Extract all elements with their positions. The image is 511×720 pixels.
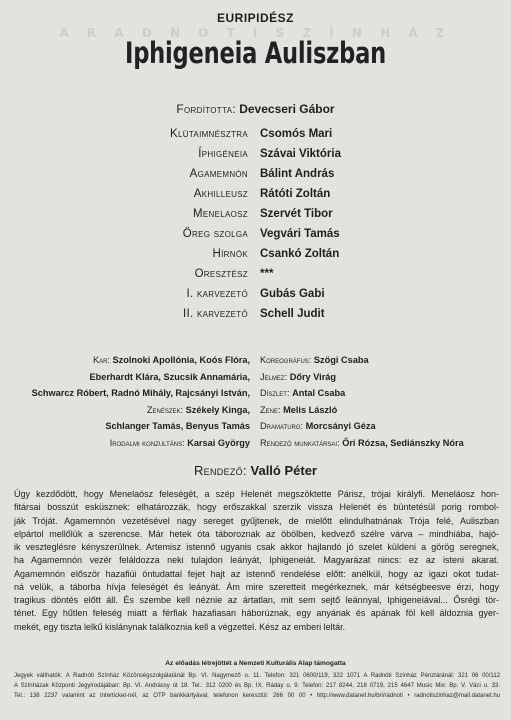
cast-role: Agamemnón <box>189 168 248 180</box>
synopsis-line: ténet. Egy hűtlen feleség miatt a férfiak hazafiasan háborúznak, egy anyának és apának föl kell áldoznia gyer- <box>14 608 499 619</box>
cast-actor: Vegvári Tamás <box>260 228 340 240</box>
synopsis-line: ná velük, a táborba hívja feleségét és leányát. Ám mire szeretteit megérkeznek, már kétségbeesve érzi, hogy <box>14 581 499 592</box>
cast-row <box>0 188 511 208</box>
theatre-band: A R A D N Ó T I S Z Í N H Á Z <box>59 26 452 40</box>
ticket-info-line: Tel.: 138 2237 valamint az Interticket-nél, az OTP bankkártyával, telefonon keresztül: 266 00 00 • http://www.datanet.hu/bri/radnoti • radnotiszinhaz@mail.datanet.hu <box>14 693 500 700</box>
director-label: Rendező: <box>193 463 247 478</box>
cast-row <box>0 308 511 328</box>
cast-actor: Szávai Viktória <box>260 148 341 160</box>
credit-line <box>14 402 250 419</box>
synopsis-line: fitársai bosszút esküsznek: elhatározzák, hogy erőszakkal szerzik vissza Helenét és büntetésül porig rombol- <box>14 502 499 513</box>
translator-name: Devecseri Gábor <box>239 102 335 116</box>
credit-line <box>14 352 250 369</box>
ticket-info-line: Jegyek válthatók: A Radnóti Színház Közönségszolgálatánál Bp. VI. Nagymező u. 11. Telefon: 321 0600/119, 322 1071 A Radnóti Színház Pénztáránál: 321 06 00/112 <box>14 673 500 679</box>
cast-row <box>0 268 511 288</box>
cast-row <box>0 208 511 228</box>
cast-row <box>0 288 511 308</box>
credit-label: Dramaturg: <box>260 421 304 431</box>
cast-role: Menelaosz <box>193 208 248 220</box>
synopsis-line: elpártol mellőlük a szerencse. Már hetek óta táboroznak az öbölben, kedvező szélre várva – mindhiába, hajó- <box>14 528 499 539</box>
credit-line <box>260 418 505 435</box>
credit-label: Jelmez: <box>260 371 288 382</box>
credit-line <box>260 402 505 419</box>
translator-line <box>0 102 511 116</box>
synopsis-line: tragikus döntés előtt áll. És szembe kell néznie az ártatlan, mit sem sejtő leánnyal, Iphigeneiával... Ősrégi tör- <box>14 595 499 605</box>
cast-row <box>0 228 511 248</box>
support-note: Az előadás létrejöttét a Nemzeti Kulturális Alap támogatta <box>165 660 346 667</box>
credit-line <box>260 369 505 386</box>
credits-right <box>260 352 505 451</box>
cast-role: I. karvezető <box>186 288 248 300</box>
credit-name: Szögi Csaba <box>313 355 369 365</box>
credit-label: Koreográfus: <box>260 355 312 365</box>
synopsis-line: mekét, egy tiszta lelkű kislánynak találkoznia kell a végzettel. Kész az emberi leltár. <box>14 621 346 632</box>
credit-name: Őri Rózsa, Sediánszky Nóra <box>342 437 464 448</box>
director-name: Valló Péter <box>250 463 317 478</box>
cast-role: Íphigéneia <box>198 148 248 160</box>
credit-line <box>260 435 505 452</box>
cast-role: Oresztész <box>194 268 248 280</box>
credit-label: Zenészek: <box>146 404 184 415</box>
cast-actor: Schell Judit <box>260 308 325 320</box>
cast-actor: Bálint András <box>260 168 335 180</box>
author-name: EURIPIDÉSZ <box>216 11 294 25</box>
play-title: Iphigeneia Auliszban <box>125 36 386 70</box>
credit-label: Kar: <box>92 355 110 365</box>
cast-row <box>0 148 511 168</box>
credit-name: Morcsányi Géza <box>305 421 376 431</box>
credit-line <box>260 352 505 369</box>
director-line <box>0 463 511 478</box>
credit-line <box>260 385 505 402</box>
credit-label: Díszlet: <box>260 388 290 398</box>
synopsis-line: Úgy kezdődött, hogy Menelaósz feleségét, a szép Helenét megszöktette Párisz, trójai királyfi. Meneláosz hon- <box>14 489 499 499</box>
cast-list <box>0 128 511 328</box>
cast-role: Akhilleusz <box>193 188 248 200</box>
cast-actor: Gubás Gabi <box>260 288 325 300</box>
translator-label: Fordította: <box>176 102 236 116</box>
credit-line: Schwarcz Róbert, Radnó Mihály, Rajcsányi István, <box>31 388 250 398</box>
credit-name: Melis László <box>283 404 338 415</box>
synopsis-line: Agamemnón először hazafiúi öntudattal fejet hajt az istennő rendelése előtt: anélkül, hogy az igazi okot tudat- <box>14 568 499 579</box>
synopsis-line: ik veszteglésre kényszerülnek. Artemisz istennő ugyanis csak akkor hajlandó jó szelet küldeni a görög seregnek, <box>14 542 499 552</box>
credit-name: Dőry Virág <box>289 371 337 382</box>
credit-line <box>14 435 250 452</box>
credit-line: Schlanger Tamás, Benyus Tamás <box>105 421 250 431</box>
ticket-info <box>14 671 500 702</box>
credit-name: Székely Kinga, <box>185 404 250 415</box>
credit-label: Irodalmi konzultáns: <box>109 437 185 448</box>
synopsis-line: ha Agamemnón vezér feláldozza neki tulajdon leányát, Iphigeneiát. Magyarázat nincs: ez az isteni akarat. <box>14 555 499 566</box>
cast-row <box>0 248 511 268</box>
cast-row <box>0 128 511 148</box>
credits-left <box>14 352 250 451</box>
cast-role: II. karvezető <box>183 308 248 320</box>
cast-row <box>0 168 511 188</box>
cast-actor: *** <box>260 268 274 280</box>
credit-name: Antal Csaba <box>292 388 346 398</box>
credit-label: Zene: <box>260 404 281 415</box>
cast-actor: Szervét Tibor <box>260 208 333 220</box>
cast-role: Hírnök <box>212 248 248 260</box>
cast-actor: Csankó Zoltán <box>260 248 340 260</box>
credit-name: Szolnoki Apollónia, Koós Flóra, <box>112 355 250 365</box>
credit-label: Rendező munkatársai: <box>260 437 340 448</box>
cast-role: Klütaimnésztra <box>170 128 248 140</box>
synopsis-line: ják Tróját. Agamemnón vezetésével nagy sereget gyűjtenek, de mielőtt elindulhatnának Trója felé, Auliszban <box>14 515 499 526</box>
credit-line: Eberhardt Klára, Szucsik Annamária, <box>89 371 250 382</box>
cast-actor: Rátóti Zoltán <box>260 188 331 200</box>
cast-role: Öreg szolga <box>182 228 248 240</box>
synopsis-text <box>14 488 499 634</box>
cast-actor: Csomós Mari <box>260 128 333 140</box>
credit-name: Karsai György <box>187 437 250 448</box>
ticket-info-line: A Színházak Központi Jegyirodájában: Bp. VI. Andrássy út 18. Tel.: 312 0200 és Bp. IX. Ráday u. 9. Telefon: 217 8244, 218 0719, 215 4647 Music Mix: Bp. V. Váci u. 33. <box>14 683 500 690</box>
